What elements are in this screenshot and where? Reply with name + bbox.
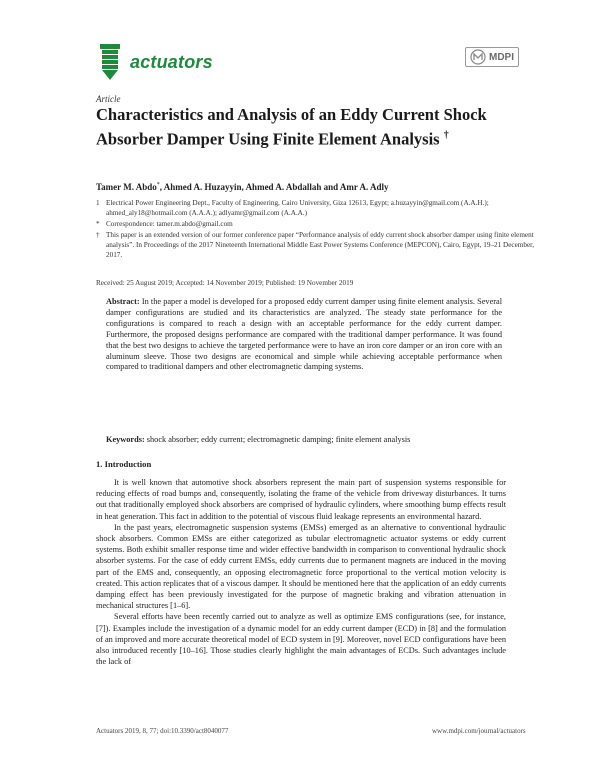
author-name: Amr A. Adly xyxy=(339,182,389,192)
keywords-text: shock absorber; eddy current; electromagnetic damping; finite element analysis xyxy=(146,435,411,444)
paragraph: Several efforts have been recently carried out to analyze as well as optimize EMS configurations (see, for instance, [7]). Examples include the investigation of a dynamic model for an eddy current damper (ECD) in [8] and the formulation of an improved and more accurate theoretical model of ECD system in [9]. Moreover, novel ECD configurations have been also introduced recently [10–16]. Those studies clearly highlight the main advantages of ECDs. Such advantages include the lack of xyxy=(96,612,506,667)
section-title: 1. Introduction xyxy=(96,459,152,469)
publisher-badge xyxy=(465,47,519,67)
abstract-label: Abstract: xyxy=(106,297,140,306)
affiliation-item xyxy=(96,230,536,260)
publication-dates: Received: 25 August 2019; Accepted: 14 November 2019; Published: 19 November 2019 xyxy=(96,279,354,287)
publisher-name: MDPI xyxy=(489,51,514,63)
affiliation-mark: 1 xyxy=(96,199,100,207)
affiliation-item xyxy=(96,219,536,229)
keywords xyxy=(106,435,526,444)
correspondence-text: Correspondence: tamer.m.abdo@gmail.com xyxy=(106,220,233,228)
author-name: Tamer M. Abdo xyxy=(96,182,157,192)
article-title xyxy=(96,104,536,150)
abstract-text: In the paper a model is developed for a proposed eddy current damper using finite element analysis. Several damper configurations are studied and its characteristics are analyzed. The steady state performance for the configurations is compared to reach a design with an acceptable performance for the eddy current damper. Furthermore, the proposed designs performance are compared with the traditional damper performance. It was found that the best two designs to achieve the targeted performance were to have an iron core damper or an iron core with an aluminum sleeve. Those two designs are economical and simple while achieving acceptable performance when compared to traditional dampers and other electromagnetic damping systems. xyxy=(106,297,502,372)
footer-url[interactable]: www.mdpi.com/journal/actuators xyxy=(432,727,526,735)
paragraph: In the past years, electromagnetic suspension systems (EMSs) emerged as an alternative to conventional hydraulic shock absorbers. Common EMSs are either categorized as tubular electromagnetic actuator systems or eddy current systems. Both exhibit smaller response time and wider effective bandwidth in comparison to conventional hydraulic shock absorber systems. For the case of eddy current EMSs, eddy currents due to permanent magnets are induced in the moving part of the EMS and, consequently, an opposing electromagnetic force proportional to the vertical motion velocity is created. This action replicates that of a viscous damper. It should be mentioned here that the application of an eddy currents damping effect has been previously investigated for the purpose of magnetic braking and vibration attenuation in mechanical structures [1–6]. xyxy=(96,522,506,611)
affiliations xyxy=(96,198,536,260)
affiliation-mark: † xyxy=(96,231,100,239)
paragraph: It is well known that automotive shock absorbers represent the main part of suspension systems responsible for reducing effects of road bumps and, consequently, isolating the frame of the vehicle from driveway disturbances. It turns out that traditionally employed shock absorbers are comprised of hydraulic cylinders, where smoothing bump effects result in heat generation. This fact in addition to the potential of viscous fluid leakage represents an environmental hazard. xyxy=(96,478,506,521)
journal-name: actuators xyxy=(130,51,213,72)
affiliation-text: Electrical Power Engineering Dept., Faculty of Engineering, Cairo University, Giza 12613, Egypt; a.huzayyin@gmail.com (A.A.H.); ahmed_aly18@hotmail.com (A.A.A.); adlyamr@gmail.com (A.A.A.) xyxy=(106,199,489,217)
publisher-emblem-icon xyxy=(470,49,486,65)
abstract xyxy=(106,297,502,373)
footer-citation: Actuators 2019, 8, 77; doi:10.3390/act8040077 xyxy=(96,727,229,735)
keywords-label: Keywords: xyxy=(106,435,145,444)
title-footnote-mark: † xyxy=(443,130,449,141)
author-mark: * xyxy=(156,182,160,188)
section-body xyxy=(96,477,506,667)
affiliation-mark: * xyxy=(96,220,100,228)
article-type: Article xyxy=(96,94,121,104)
author-list: Tamer M. Abdo*, Ahmed A. Huzayyin, Ahmed A. Abdallah and Amr A. Adly xyxy=(96,182,389,192)
affiliation-item xyxy=(96,198,536,218)
author-name: Ahmed A. Huzayyin xyxy=(163,182,242,192)
article-title-text: Characteristics and Analysis of an Eddy Current Shock Absorber Damper Using Finite Element Analysis xyxy=(96,105,487,149)
publisher-logo[interactable] xyxy=(465,47,519,67)
extended-version-note: This paper is an extended version of our former conference paper “Performance analysis of eddy current shock absorber damper using finite element analysis”. In Proceedings of the 2017 Nineteenth International Middle East Power Systems Conference (MEPCON), Cairo, Egypt, 19–21 December, 2017. xyxy=(106,231,535,259)
actuator-icon xyxy=(96,44,124,80)
author-name: Ahmed A. Abdallah xyxy=(245,182,322,192)
journal-logo[interactable] xyxy=(96,44,213,80)
